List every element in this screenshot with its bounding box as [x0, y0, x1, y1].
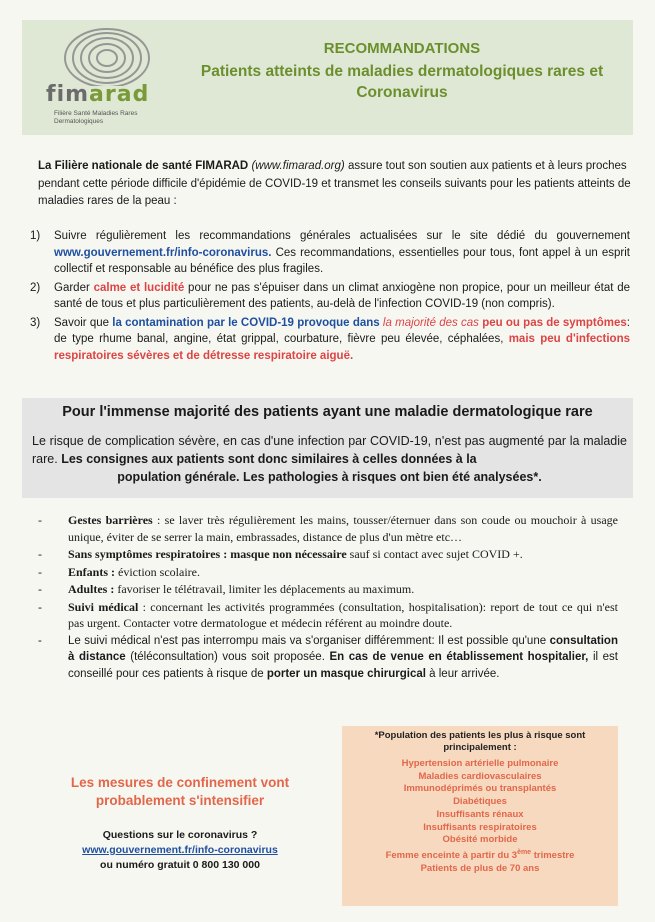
recommendation-3: 3) Savoir que la contamination par le COVID-19 provoque dans la majorité des cas peu ou pas de symptômes: de type rhume banal, angine, état grippal, courbature, fièvre peu élevée, céphalées, mais peu d'infections respiratoires sévères et de détresse respiratoire aiguë. [30, 316, 630, 362]
majority-patients-band [22, 398, 633, 498]
risk-list [342, 758, 618, 875]
recommendation-2: 2) Garder calme et lucidité pour ne pas s'épuiser dans un climat anxiogène non propice, pour un meilleur état de santé de tous et plus particulièrement des patients, au-delà de l'infection COVID-19 (non compris). [30, 281, 630, 310]
band-text: Le risque de complication sévère, en cas d'une infection par COVID-19, n'est pas augmenté par la maladie rare. Les consignes aux patients sont donc similaires à celles données à la population générale. Les pathologies à risques ont bien été analysées*. [32, 434, 627, 484]
risk-item: Insuffisants rénaux [436, 808, 524, 820]
fimarad-logo [32, 26, 182, 131]
gouvernement-link[interactable]: www.gouvernement.fr/info-coronavirus. [54, 246, 272, 259]
questions-block: Questions sur le coronavirus ? www.gouvernement.fr/info-coronavirus ou numéro gratuit 0 800 130 000 [50, 828, 310, 873]
document-title [182, 40, 622, 103]
risk-item: Insuffisants respiratoires [423, 821, 537, 833]
header-banner [22, 20, 633, 135]
risk-item-elderly: Patients de plus de 70 ans [420, 862, 540, 874]
advice-item: - Suivi médical : concernant les activités programmées (consultation, hospitalisation): report de tout ce qui n'est pas urgent. Contacter votre dermatologue et médecin référent au moindre doute. [38, 599, 618, 630]
risk-population-box [342, 726, 618, 906]
advice-item: - Sans symptômes respiratoires : masque non nécessaire sauf si contact avec sujet COVID +. [38, 547, 523, 561]
risk-item: Maladies cardiovasculaires [418, 770, 542, 782]
band-title: Pour l'immense majorité des patients ayant une maladie dermatologique rare [62, 404, 593, 420]
subtitle: Patients atteints de maladies dermatologiques rares et Coronavirus [200, 63, 604, 101]
fingerprint-icon [52, 26, 162, 86]
intro-paragraph: La Filière nationale de santé FIMARAD (www.fimarad.org) assure tout son soutien aux patients et à leurs proches pendant cette période difficile d'épidémie de COVID-19 et transmet les conseils suivants pour les patients atteints de maladies rares de la peau : [38, 160, 631, 207]
logo-wordmark: fimarad [46, 82, 150, 107]
confinement-notice: Les mesures de confinement vont probablement s'intensifier [70, 775, 290, 808]
logo-subtitle: Filière Santé Maladies Rares Dermatologiques [54, 110, 138, 125]
risk-item: Diabétiques [453, 796, 507, 808]
info-coronavirus-link[interactable]: www.gouvernement.fr/info-coronavirus [82, 844, 278, 856]
risk-item: Hypertension artérielle pulmonaire [401, 758, 559, 769]
advice-list [38, 512, 618, 683]
recommendations-list [30, 228, 630, 366]
risk-item: Obésité morbide [442, 834, 518, 846]
advice-item: - Enfants : éviction scolaire. [38, 564, 200, 579]
risk-box-title: *Population des patients les plus à risque sont principalement : [374, 730, 586, 753]
advice-item-followup: - Le suivi médical n'est pas interrompu mais va s'organiser différemment: Il est possible qu'une consultation à distance (téléconsultation) vous soit proposée. En cas de venue en établissement hospitalier, il est conseillé pour ces patients à risque de porter un masque chirurgical à leur arrivée. [38, 634, 619, 680]
advice-item: - Adultes : favoriser le télétravail, limiter les déplacements au maximum. [38, 582, 415, 596]
risk-item: Immunodéprimés ou transplantés [403, 783, 557, 795]
recommendation-1: 1) Suivre régulièrement les recommandations générales actualisées sur le site dédié du gouvernement www.gouvernement.fr/info-coronavirus. Ces recommandations, essentielles pour tous, font appel à un esprit collectif et responsable au bénéfice des plus fragiles. [30, 230, 630, 275]
risk-item-pregnant: Femme enceinte à partir du 3ème trimestre [385, 848, 575, 862]
title: RECOMMANDATIONS [323, 40, 481, 57]
advice-item: - Gestes barrières : se laver très régulièrement les mains, tousser/éternuer dans son coude ou mouchoir à usage unique, éviter de se serrer la main, embrassades, distance de plus d'un mètre etc… [38, 513, 619, 544]
